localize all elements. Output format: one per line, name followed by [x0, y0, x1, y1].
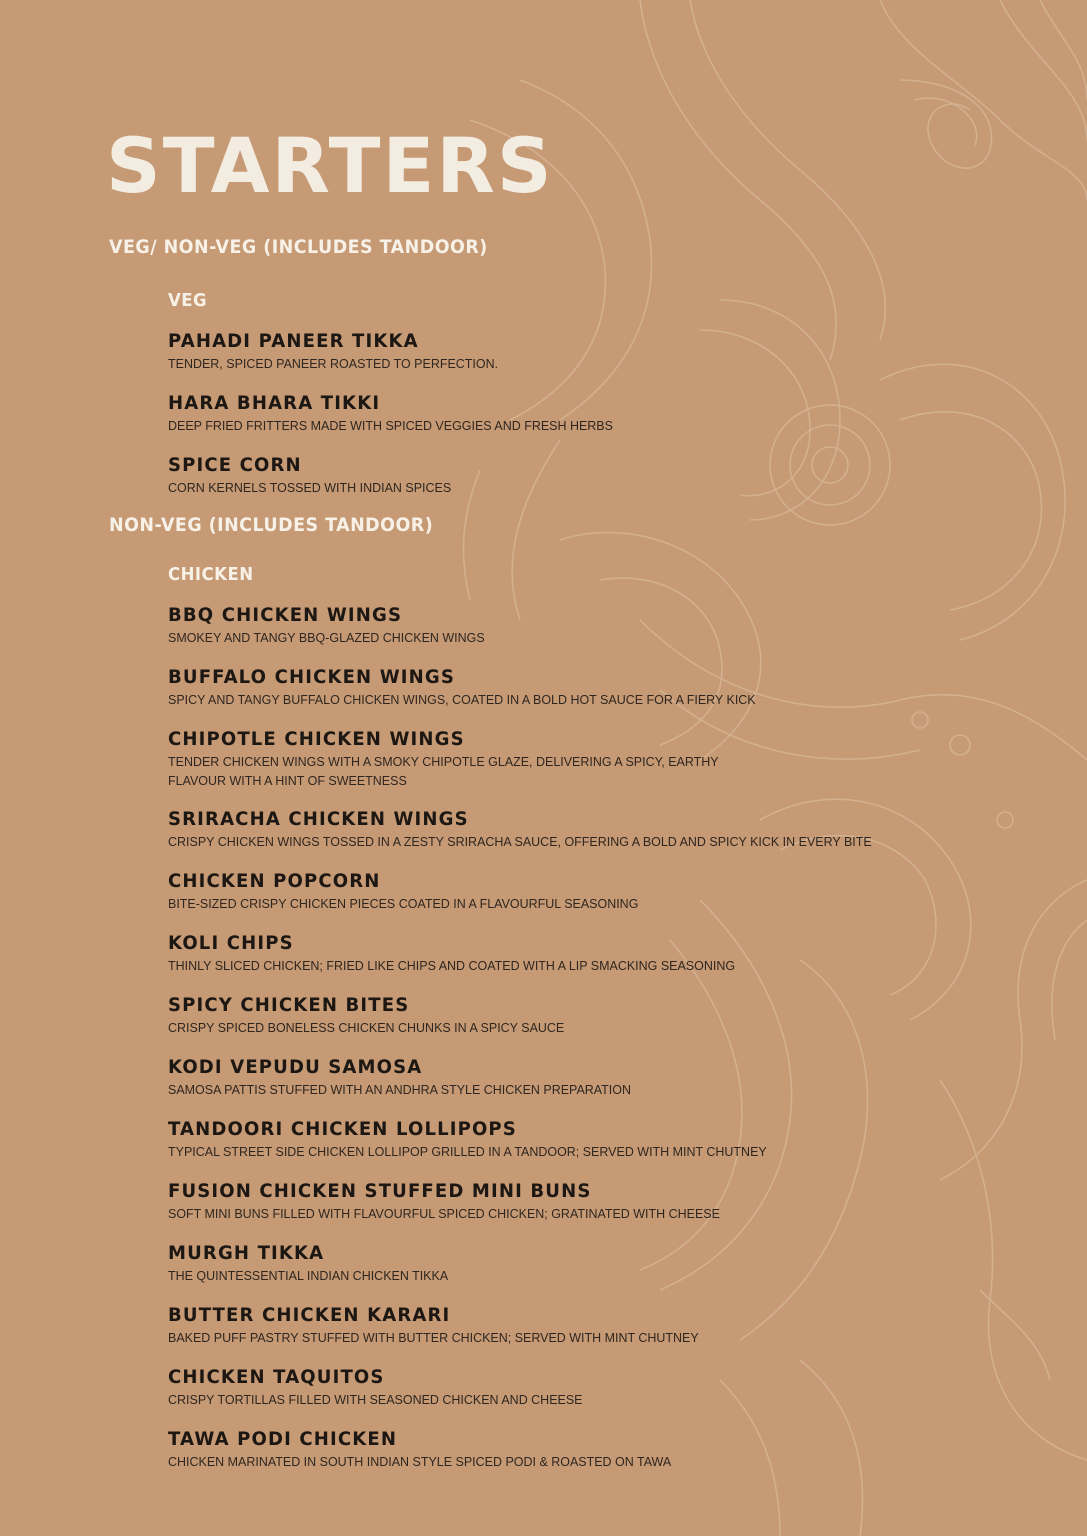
page-title: STARTERS — [106, 121, 554, 210]
menu-item — [168, 1366, 968, 1409]
subheading-chicken: CHICKEN — [168, 564, 254, 585]
item-description: SPICY AND TANGY BUFFALO CHICKEN WINGS, COATED IN A BOLD HOT SAUCE FOR A FIERY KICK — [168, 692, 756, 707]
item-name: SPICE CORN — [168, 454, 302, 476]
item-description: BITE-SIZED CRISPY CHICKEN PIECES COATED IN A FLAVOURFUL SEASONING — [168, 896, 639, 911]
item-name: CHICKEN POPCORN — [168, 870, 381, 892]
menu-item — [168, 1242, 968, 1285]
item-name: BUTTER CHICKEN KARARI — [168, 1304, 451, 1326]
item-name: FUSION CHICKEN STUFFED MINI BUNS — [168, 1180, 592, 1202]
menu-item — [168, 1056, 968, 1099]
item-description: THINLY SLICED CHICKEN; FRIED LIKE CHIPS AND COATED WITH A LIP SMACKING SEASONING — [168, 958, 736, 973]
item-description: CORN KERNELS TOSSED WITH INDIAN SPICES — [168, 480, 452, 495]
item-name: CHICKEN TAQUITOS — [168, 1366, 385, 1388]
menu-item — [168, 604, 968, 647]
item-name: PAHADI PANEER TIKKA — [168, 330, 419, 352]
item-name: SPICY CHICKEN BITES — [168, 994, 410, 1016]
item-name: BUFFALO CHICKEN WINGS — [168, 666, 455, 688]
menu-item — [168, 1428, 968, 1471]
item-name: TAWA PODI CHICKEN — [168, 1428, 398, 1450]
menu-item — [168, 392, 768, 435]
menu-item — [168, 994, 968, 1037]
item-description: TENDER CHICKEN WINGS WITH A SMOKY CHIPOTLE GLAZE, DELIVERING A SPICY, EARTHY FLAVOUR WITH A HINT OF SWEETNESS — [168, 754, 719, 788]
item-description: TYPICAL STREET SIDE CHICKEN LOLLIPOP GRILLED IN A TANDOOR; SERVED WITH MINT CHUTNEY — [168, 1144, 767, 1159]
menu-item — [168, 728, 768, 790]
section-heading-veg-nonveg: VEG/ NON-VEG (INCLUDES TANDOOR) — [109, 236, 488, 258]
section-heading-nonveg: NON-VEG (INCLUDES TANDOOR) — [109, 514, 434, 536]
menu-item — [168, 1180, 968, 1223]
menu-item — [168, 666, 968, 709]
menu-item — [168, 330, 768, 373]
item-name: MURGH TIKKA — [168, 1242, 325, 1264]
item-name: CHIPOTLE CHICKEN WINGS — [168, 728, 465, 750]
item-description: CRISPY SPICED BONELESS CHICKEN CHUNKS IN A SPICY SAUCE — [168, 1020, 565, 1035]
item-description: CRISPY TORTILLAS FILLED WITH SEASONED CHICKEN AND CHEESE — [168, 1392, 583, 1407]
menu-item — [168, 454, 768, 497]
item-description: BAKED PUFF PASTRY STUFFED WITH BUTTER CHICKEN; SERVED WITH MINT CHUTNEY — [168, 1330, 699, 1345]
item-name: KODI VEPUDU SAMOSA — [168, 1056, 423, 1078]
menu-item — [168, 870, 968, 913]
item-description: TENDER, SPICED PANEER ROASTED TO PERFECTION. — [168, 356, 499, 371]
item-description: DEEP FRIED FRITTERS MADE WITH SPICED VEGGIES AND FRESH HERBS — [168, 418, 613, 433]
item-description: CRISPY CHICKEN WINGS TOSSED IN A ZESTY SRIRACHA SAUCE, OFFERING A BOLD AND SPICY KICK IN EVERY BITE — [168, 834, 872, 849]
menu-item — [168, 932, 968, 975]
item-description: THE QUINTESSENTIAL INDIAN CHICKEN TIKKA — [168, 1268, 449, 1283]
item-name: TANDOORI CHICKEN LOLLIPOPS — [168, 1118, 517, 1140]
subheading-veg: VEG — [168, 290, 208, 311]
item-description: SAMOSA PATTIS STUFFED WITH AN ANDHRA STYLE CHICKEN PREPARATION — [168, 1082, 631, 1097]
item-name: SRIRACHA CHICKEN WINGS — [168, 808, 469, 830]
item-description: SOFT MINI BUNS FILLED WITH FLAVOURFUL SPICED CHICKEN; GRATINATED WITH CHEESE — [168, 1206, 720, 1221]
item-name: HARA BHARA TIKKI — [168, 392, 381, 414]
menu-item — [168, 1118, 968, 1161]
item-description: CHICKEN MARINATED IN SOUTH INDIAN STYLE SPICED PODI & ROASTED ON TAWA — [168, 1454, 672, 1469]
menu-item — [168, 808, 968, 851]
item-name: KOLI CHIPS — [168, 932, 294, 954]
item-description: SMOKEY AND TANGY BBQ-GLAZED CHICKEN WINGS — [168, 630, 485, 645]
menu-item — [168, 1304, 968, 1347]
item-name: BBQ CHICKEN WINGS — [168, 604, 403, 626]
